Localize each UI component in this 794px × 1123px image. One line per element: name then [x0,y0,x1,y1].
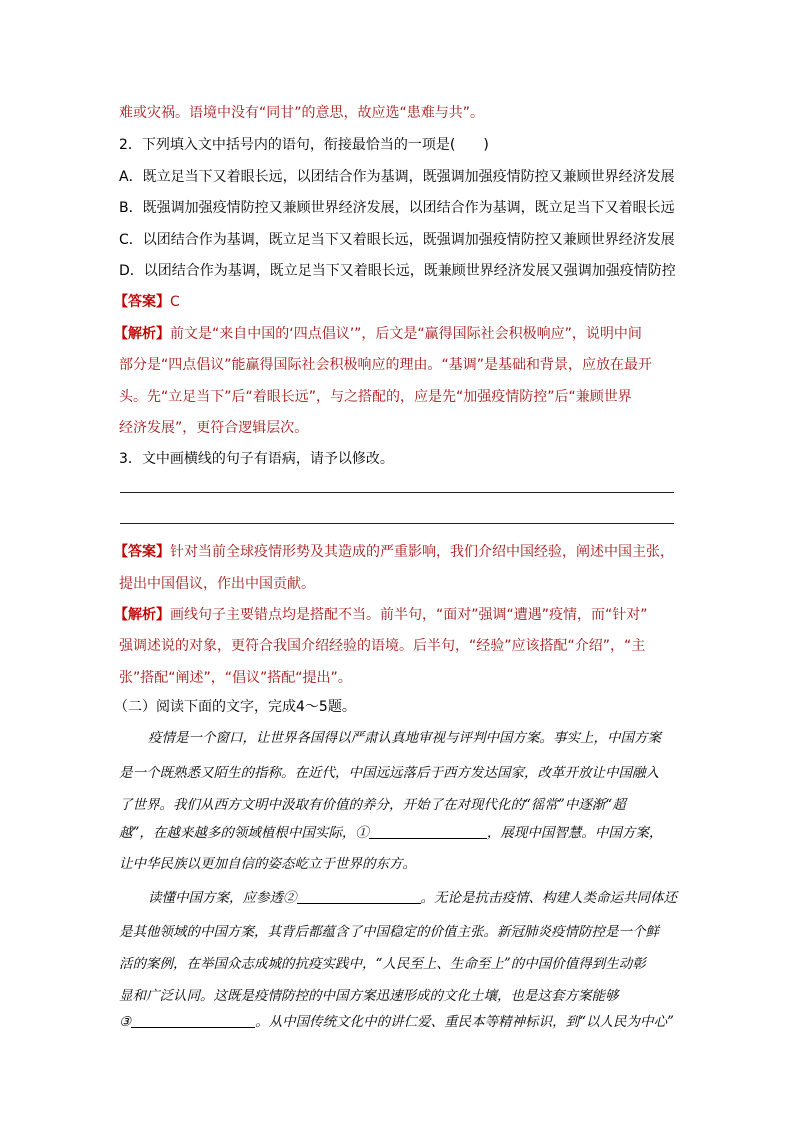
passage-p2-line-2: 是其他领域的中国方案，其背后都蕴含了中国稳定的价值主张。新冠肺炎疫情防控是一个鲜 [119,924,659,940]
passage-p1-line-1: 疫情是一个窗口，让世界各国得以严肃认真地审视与评判中国方案。事实上，中国方案 [148,730,661,746]
q2-analysis-line-2: 部分是“四点倡议”能赢得国际社会积极响应的理由。“基调”是基础和背景，应放在最开 [119,357,653,373]
q2-analysis-line-3: 头。先“立足当下”后“着眼长远”，与之搭配的，应是先“加强疫情防控”后“兼顾世界 [119,389,632,405]
passage-p1-line-5: 让中华民族以更加自信的姿态屹立于世界的东方。 [119,856,416,872]
answer-blank-line-1 [120,492,674,493]
fill-blank-3[interactable] [131,1013,255,1028]
q2-analysis-line-1: 【解析】前文是“来自中国的‘四点倡议’”，后文是“赢得国际社会积极响应”，说明中间 [114,326,642,342]
answer-blank-line-2 [120,523,674,524]
passage-p1-line-2: 是一个既熟悉又陌生的指称。在近代，中国远远落后于西方发达国家，改革开放让中国融入 [119,765,659,781]
passage-p1-line-3: 了世界。我们从西方文明中汲取有价值的养分，开始了在对现代化的“徭常”中逐渐“超 [119,797,626,813]
option-c: C．以团结合作为基调，既立足当下又着眼长远，既强调加强疫情防控又兼顾世界经济发展 [119,232,675,248]
question-3-stem: 3．文中画横线的句子有语病，请予以修改。 [119,451,394,467]
option-a: A．既立足当下又着眼长远，以团结合作为基调，既强调加强疫情防控又兼顾世界经济发展 [119,169,675,185]
fill-blank-2[interactable] [297,889,421,904]
analysis-tag: 【解析】 [114,607,170,623]
passage-p2-line-3: 活的案例，在举国众志成城的抗疫实践中，“人民至上、生命至上”的中国价值得到生动彰 [119,956,646,972]
q3-analysis-line-3: 张”搭配“阐述”，“倡议”搭配“提出”。 [119,670,352,686]
analysis-tag: 【解析】 [114,326,170,342]
answer-tag: 【答案】 [114,544,170,560]
q3-answer-line-1: 【答案】针对当前全球疫情形势及其造成的严重影响，我们介绍中国经验，阐述中国主张， [114,544,674,560]
fill-blank-1[interactable] [369,824,487,839]
passage-p2-line-4: 显和广泛认同。这既是疫情防控的中国方案迅速形成的文化土壤，也是这套方案能够 [119,988,619,1004]
answer-value: C [170,294,180,310]
section-2-title: （二）阅读下面的文字，完成4～5题。 [114,699,356,715]
passage-p2-line-1: 读懂中国方案，应参透② 。无论是抗击疫情、构建人类命运共同体还 [148,890,677,906]
option-d: D．以团结合作为基调，既立足当下又着眼长远，既兼顾世界经济发展又强调加强疫情防控 [119,263,676,279]
q3-answer-line-2: 提出中国倡议，作出中国贡献。 [119,576,315,592]
answer-tag: 【答案】 [114,294,170,310]
option-b: B．既强调加强疫情防控又兼顾世界经济发展，以团结合作为基调，既立足当下又着眼长远 [119,200,675,216]
q2-analysis-line-4: 经济发展”，更符合逻辑层次。 [119,420,309,436]
passage-p2-line-5: ③ 。从中国传统文化中的讲仁爱、重民本等精神标识，到“以人民为中心” [119,1014,674,1030]
q3-analysis-line-2: 强调述说的对象，更符合我国介绍经验的语境。后半句，“经验”应该搭配“介绍”，“主 [119,638,646,654]
passage-p1-line-4: 越”，在越来越多的领域植根中国实际，① ，展现中国智慧。中国方案， [119,825,663,841]
q3-analysis-line-1: 【解析】画线句子主要错点均是搭配不当。前半句，“面对”强调“遭遇”疫情，而“针对” [114,607,648,623]
q2-answer [114,293,180,311]
question-2-stem: 2．下列填入文中括号内的语句，衔接最恰当的一项是( ) [119,137,489,153]
answer-explanation-continued: 难或灾祸。语境中没有“同甘”的意思，故应选“患难与共”。 [119,105,485,121]
